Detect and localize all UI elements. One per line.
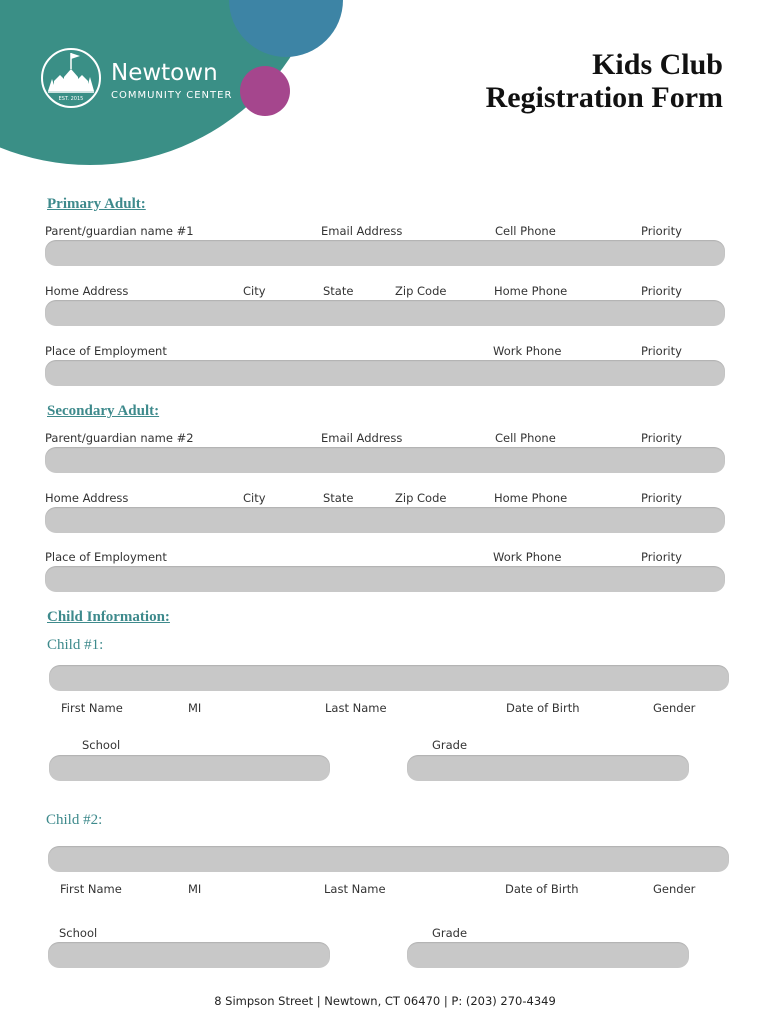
label-school-c2: School bbox=[59, 926, 98, 940]
child1-name-field[interactable] bbox=[49, 665, 729, 691]
child-1-heading: Child #1: bbox=[47, 637, 104, 653]
label-priority-2a: Priority bbox=[641, 431, 682, 445]
label-zip-1: Zip Code bbox=[395, 284, 447, 298]
page-title-line2: Registration Form bbox=[485, 81, 723, 114]
label-priority-1b: Priority bbox=[641, 284, 682, 298]
label-priority-1c: Priority bbox=[641, 344, 682, 358]
label-priority-2c: Priority bbox=[641, 550, 682, 564]
label-priority-1a: Priority bbox=[641, 224, 682, 238]
label-dob-c2: Date of Birth bbox=[505, 882, 579, 896]
footer-contact: 8 Simpson Street | Newtown, CT 06470 | P: (203) 270-4349 bbox=[214, 994, 556, 1008]
label-home-phone-2: Home Phone bbox=[494, 491, 568, 505]
label-gender-c2: Gender bbox=[653, 882, 696, 896]
label-city-2: City bbox=[243, 491, 266, 505]
label-parent-name-1: Parent/guardian name #1 bbox=[45, 224, 194, 238]
logo-subtitle: COMMUNITY CENTER bbox=[111, 90, 233, 101]
label-grade-c1: Grade bbox=[432, 738, 468, 752]
label-email-2: Email Address bbox=[321, 431, 403, 445]
label-mi-c2: MI bbox=[188, 882, 202, 896]
label-last-name-c2: Last Name bbox=[324, 882, 386, 896]
label-state-2: State bbox=[323, 491, 354, 505]
label-mi-c1: MI bbox=[188, 701, 202, 715]
label-school-c1: School bbox=[82, 738, 121, 752]
primary-adult-heading: Primary Adult: bbox=[47, 196, 146, 212]
secondary-adult-heading: Secondary Adult: bbox=[47, 403, 160, 419]
label-cell-phone-2: Cell Phone bbox=[495, 431, 556, 445]
child2-school-field[interactable] bbox=[48, 942, 330, 968]
label-state-1: State bbox=[323, 284, 354, 298]
child2-grade-field[interactable] bbox=[407, 942, 689, 968]
logo-name: Newtown bbox=[111, 60, 218, 86]
label-work-phone-2: Work Phone bbox=[493, 550, 562, 564]
child1-school-field[interactable] bbox=[49, 755, 330, 781]
label-work-phone-1: Work Phone bbox=[493, 344, 562, 358]
child2-name-field[interactable] bbox=[48, 846, 729, 872]
page-title-line1: Kids Club bbox=[592, 48, 723, 81]
magenta-circle-decoration bbox=[240, 66, 290, 116]
label-zip-2: Zip Code bbox=[395, 491, 447, 505]
secondary-row3-field[interactable] bbox=[45, 566, 725, 592]
primary-row3-field[interactable] bbox=[45, 360, 725, 386]
label-dob-c1: Date of Birth bbox=[506, 701, 580, 715]
label-email-1: Email Address bbox=[321, 224, 403, 238]
label-city-1: City bbox=[243, 284, 266, 298]
label-grade-c2: Grade bbox=[432, 926, 468, 940]
child-2-heading: Child #2: bbox=[46, 812, 103, 828]
primary-row1-field[interactable] bbox=[45, 240, 725, 266]
label-home-phone-1: Home Phone bbox=[494, 284, 568, 298]
label-priority-2b: Priority bbox=[641, 491, 682, 505]
secondary-row2-field[interactable] bbox=[45, 507, 725, 533]
child1-grade-field[interactable] bbox=[407, 755, 689, 781]
logo bbox=[40, 47, 102, 109]
logo-est: EST. 2015 bbox=[58, 96, 84, 102]
label-cell-phone-1: Cell Phone bbox=[495, 224, 556, 238]
label-gender-c1: Gender bbox=[653, 701, 696, 715]
label-parent-name-2: Parent/guardian name #2 bbox=[45, 431, 194, 445]
label-home-address-1: Home Address bbox=[45, 284, 129, 298]
label-first-name-c2: First Name bbox=[60, 882, 122, 896]
label-employment-1: Place of Employment bbox=[45, 344, 167, 358]
secondary-row1-field[interactable] bbox=[45, 447, 725, 473]
label-employment-2: Place of Employment bbox=[45, 550, 167, 564]
label-home-address-2: Home Address bbox=[45, 491, 129, 505]
label-first-name-c1: First Name bbox=[61, 701, 123, 715]
label-last-name-c1: Last Name bbox=[325, 701, 387, 715]
primary-row2-field[interactable] bbox=[45, 300, 725, 326]
child-information-heading: Child Information: bbox=[47, 609, 170, 625]
